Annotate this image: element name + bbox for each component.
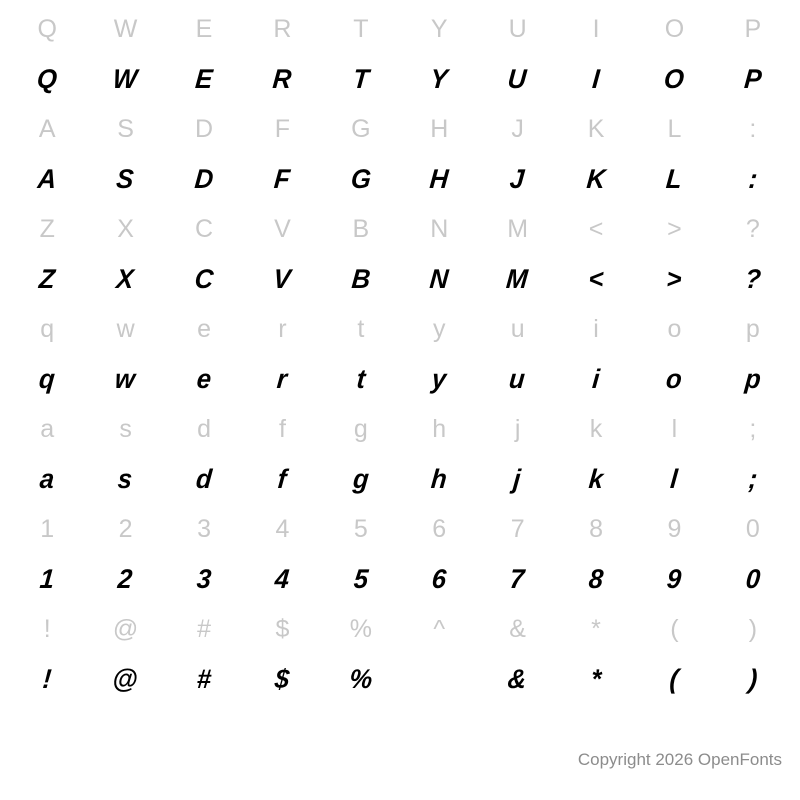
glyph-cell: : [749,114,757,143]
glyph-cell: i [593,314,599,343]
glyph-cell: O [664,14,685,43]
sample-row [0,654,800,704]
glyph-cell: T [351,63,371,94]
glyph-cell: W [111,63,140,94]
glyph-cell: w [114,363,138,394]
glyph-cell: @ [112,614,139,643]
sample-row [0,554,800,604]
glyph-cell: H [428,163,451,194]
glyph-cell: u [510,314,525,343]
glyph-cell: Y [429,63,450,94]
glyph-cell: ? [745,214,760,243]
glyph-cell: S [115,163,136,194]
glyph-cell: t [355,363,367,394]
glyph-cell: y [430,363,448,394]
glyph-cell: i [590,363,602,394]
glyph-cell: B [352,214,370,243]
glyph-cell: K [585,163,607,194]
glyph-cell: Q [35,63,59,94]
glyph-cell: P [744,14,762,43]
glyph-cell: ( [668,663,681,694]
glyph-cell: E [195,14,213,43]
glyph-cell: < [587,263,606,294]
glyph-cell: 3 [197,514,211,543]
sample-row [0,154,800,204]
glyph-cell: o [667,314,682,343]
glyph-cell: J [508,163,527,194]
glyph-cell: D [194,114,214,143]
glyph-cell: * [591,614,601,643]
glyph-cell: 0 [745,514,760,543]
glyph-cell: a [38,463,56,494]
glyph-cell: L [665,163,684,194]
glyph-cell: w [116,314,135,343]
glyph-cell: s [119,414,132,443]
glyph-cell [401,666,478,693]
glyph-cell: S [117,114,134,143]
glyph-cell: g [351,463,371,494]
glyph-cell: 6 [432,514,447,543]
glyph-cell: h [429,463,449,494]
glyph-cell: N [430,214,449,243]
glyph-cell: ) [747,663,759,694]
glyph-cell: Y [430,14,448,43]
glyph-cell: * [589,663,603,694]
glyph-cell: k [589,414,603,443]
glyph-cell: q [40,314,55,343]
glyph-cell: 7 [508,563,527,594]
glyph-cell: 0 [744,563,762,594]
glyph-cell: 1 [40,514,55,543]
glyph-cell: d [197,414,211,443]
glyph-cell: ; [749,414,757,443]
glyph-cell: A [38,114,56,143]
glyph-cell: 5 [353,514,368,543]
glyph-cell: & [509,614,526,643]
glyph-cell: I [592,14,600,43]
glyph-cell: 3 [195,563,213,594]
glyph-cell: Q [37,14,57,43]
glyph-cell: s [116,463,135,494]
reference-row [0,304,800,354]
glyph-cell: j [514,414,521,443]
glyph-cell: J [511,114,524,143]
glyph-cell: j [512,463,523,494]
glyph-cell: U [506,63,529,94]
glyph-cell: q [37,363,57,394]
glyph-cell: < [588,214,604,243]
glyph-cell: h [432,414,447,443]
glyph-cell: M [507,214,529,243]
glyph-cell: D [193,163,215,194]
glyph-cell: t [357,314,365,343]
reference-row [0,4,800,54]
glyph-cell: f [276,463,289,494]
glyph-cell: @ [111,663,140,694]
glyph-cell: U [508,14,527,43]
glyph-cell: 4 [275,514,290,543]
reference-row [0,104,800,154]
glyph-cell: l [669,463,680,494]
glyph-cell: ! [41,663,54,694]
glyph-cell: u [508,363,528,394]
glyph-cell: % [347,663,374,694]
reference-row [0,604,800,654]
sample-row [0,254,800,304]
glyph-cell: C [194,214,214,243]
glyph-cell: > [665,263,684,294]
sample-row [0,354,800,404]
glyph-cell: 8 [587,563,605,594]
glyph-cell: & [506,663,529,694]
glyph-cell: p [743,363,763,394]
glyph-cell: H [430,114,449,143]
glyph-cell: P [742,63,764,94]
glyph-cell: 9 [665,563,684,594]
glyph-cell: 2 [118,514,133,543]
glyph-cell: e [195,363,213,394]
glyph-cell: 6 [430,563,448,594]
glyph-cell: ; [747,463,759,494]
reference-row [0,204,800,254]
glyph-cell: % [349,614,372,643]
glyph-cell: ) [748,614,758,643]
glyph-cell: O [662,63,687,94]
glyph-cell: r [278,314,287,343]
glyph-cell: R [273,14,292,43]
reference-row [0,504,800,554]
glyph-cell: G [349,163,373,194]
glyph-cell: e [197,314,211,343]
copyright-notice: Copyright 2026 OpenFonts [577,750,782,769]
glyph-cell: Z [37,263,57,294]
glyph-cell: X [115,263,136,294]
glyph-cell: W [113,14,138,43]
glyph-cell: 9 [667,514,682,543]
glyph-cell: 7 [510,514,525,543]
glyph-cell: I [590,63,602,94]
glyph-cell: X [117,214,134,243]
sample-row [0,454,800,504]
glyph-cell: ^ [433,614,446,643]
glyph-cell: V [274,214,291,243]
glyph-cell: M [505,263,530,294]
glyph-cell: f [278,414,286,443]
glyph-cell: R [271,63,294,94]
glyph-cell: 5 [352,563,370,594]
reference-row [0,404,800,454]
glyph-cell: p [745,314,760,343]
glyph-cell: N [428,263,451,294]
glyph-cell: V [272,263,293,294]
glyph-cell: $ [275,614,290,643]
glyph-cell: A [36,163,59,194]
glyph-cell: l [671,414,678,443]
glyph-cell: B [350,263,372,294]
glyph-cell: G [351,114,371,143]
glyph-cell: F [274,114,291,143]
glyph-cell: Z [39,214,55,243]
sample-row [0,54,800,104]
glyph-cell: : [747,163,759,194]
glyph-cell: 1 [38,563,56,594]
glyph-cell: o [665,363,684,394]
glyph-cell: T [353,14,369,43]
glyph-cell: k [587,463,605,494]
glyph-cell: ! [43,614,51,643]
glyph-cell: g [353,414,368,443]
glyph-cell: C [193,263,215,294]
glyph-cell: # [195,663,213,694]
glyph-cell: F [273,163,292,194]
glyph-cell: 8 [589,514,603,543]
glyph-cell: y [432,314,446,343]
glyph-cell: $ [273,663,292,694]
glyph-cell: 4 [273,563,292,594]
glyph-cell: 2 [116,563,135,594]
glyph-cell: d [194,463,214,494]
glyph-cell: # [197,614,211,643]
glyph-cell: K [587,114,605,143]
glyph-cell: L [667,114,682,143]
glyph-cell: > [667,214,682,243]
glyph-cell: a [40,414,55,443]
glyph-cell: r [275,363,290,394]
glyph-cell: E [193,63,215,94]
glyph-cell: ( [670,614,679,643]
glyph-cell: ? [743,263,763,294]
